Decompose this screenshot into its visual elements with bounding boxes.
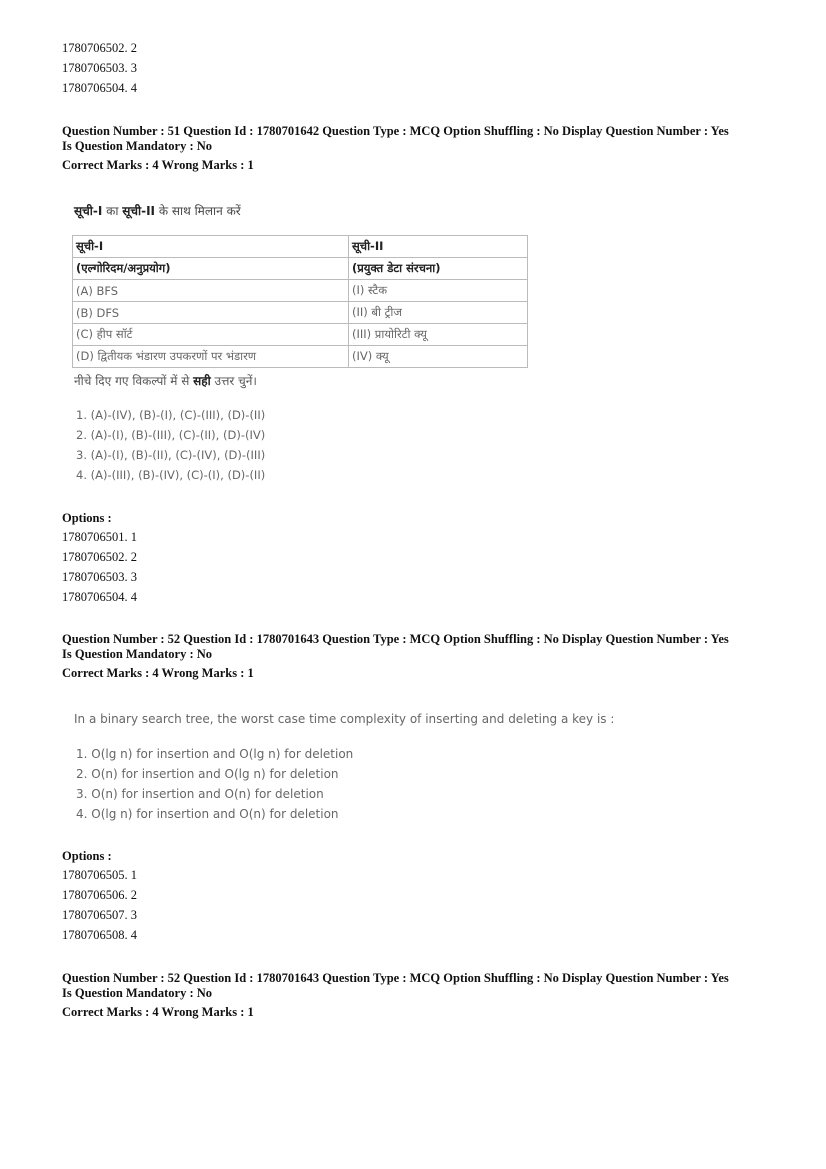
instruction-post: उत्तर चुनें।: [210, 374, 257, 388]
choice-list: [76, 744, 353, 824]
options-label: Options :: [62, 511, 112, 525]
choice-list: [76, 405, 265, 485]
option-line: 1780706507. 3: [62, 908, 137, 922]
choice-item: 3. (A)-(I), (B)-(II), (C)-(IV), (D)-(III): [76, 448, 266, 462]
table-cell: (A) BFS: [73, 280, 349, 302]
table-row: [73, 280, 528, 302]
match-table-wrap: [72, 235, 528, 368]
table-cell: (III) प्रायोरिटी क्यू: [349, 324, 528, 346]
option-line: 1780706504. 4: [62, 590, 137, 604]
question-mandatory: Is Question Mandatory : No: [62, 139, 213, 153]
option-line: 1780706501. 1: [62, 530, 137, 544]
instruction-text: [74, 372, 257, 389]
table-cell: (II) बी ट्रीज: [349, 302, 528, 324]
choice-item: 2. (A)-(I), (B)-(III), (C)-(II), (D)-(IV): [76, 428, 266, 442]
table-row: [73, 324, 528, 346]
table-cell: (B) DFS: [73, 302, 349, 324]
question-title: [74, 202, 241, 219]
instruction-bold: सही: [193, 374, 211, 388]
title-text: का: [102, 204, 123, 218]
choice-item: 1. (A)-(IV), (B)-(I), (C)-(III), (D)-(II): [76, 408, 266, 422]
table-row: [73, 346, 528, 368]
option-line: 1780706503. 3: [62, 570, 137, 584]
list1-label: सूची-I: [74, 204, 103, 218]
question-text: In a binary search tree, the worst case time complexity of inserting and deleting a key is :: [74, 712, 615, 726]
option-line: 1780706502. 2: [62, 550, 137, 564]
match-table: [72, 235, 528, 368]
question-header: Question Number : 51 Question Id : 1780701642 Question Type : MCQ Option Shuffling : No Display Question Number : Yes: [62, 124, 729, 138]
table-cell: (D) द्वितीयक भंडारण उपकरणों पर भंडारण: [73, 346, 349, 368]
question-header: Question Number : 52 Question Id : 1780701643 Question Type : MCQ Option Shuffling : No Display Question Number : Yes: [62, 632, 729, 646]
question-marks: Correct Marks : 4 Wrong Marks : 1: [62, 158, 254, 172]
question-header: Question Number : 52 Question Id : 1780701643 Question Type : MCQ Option Shuffling : No Display Question Number : Yes: [62, 971, 729, 985]
option-line: 1780706506. 2: [62, 888, 137, 902]
table-cell: सूची-I: [73, 236, 349, 258]
table-cell: सूची-II: [349, 236, 528, 258]
choice-item: 4. (A)-(III), (B)-(IV), (C)-(I), (D)-(II): [76, 468, 266, 482]
table-cell: (I) स्टैक: [349, 280, 528, 302]
list2-label: सूची-II: [122, 204, 156, 218]
question-image: [74, 712, 614, 726]
table-cell: (IV) क्यू: [349, 346, 528, 368]
option-line: 1780706508. 4: [62, 928, 137, 942]
question-marks: Correct Marks : 4 Wrong Marks : 1: [62, 1005, 254, 1019]
choice-item: 2. O(n) for insertion and O(lg n) for deletion: [76, 767, 339, 781]
table-cell: (C) हीप सॉर्ट: [73, 324, 349, 346]
choice-item: 1. O(lg n) for insertion and O(lg n) for deletion: [76, 747, 354, 761]
table-cell: (एल्गोरिदम/अनुप्रयोग): [73, 258, 349, 280]
instruction: [74, 372, 257, 389]
question-mandatory: Is Question Mandatory : No: [62, 986, 213, 1000]
table-row: [73, 302, 528, 324]
option-line: 1780706505. 1: [62, 868, 137, 882]
question-marks: Correct Marks : 4 Wrong Marks : 1: [62, 666, 254, 680]
question-image: [74, 202, 241, 219]
table-cell: (प्रयुक्त डेटा संरचना): [349, 258, 528, 280]
table-row: [73, 236, 528, 258]
choice-item: 3. O(n) for insertion and O(n) for deletion: [76, 787, 324, 801]
title-text: के साथ मिलान करें: [155, 204, 241, 218]
options-label: Options :: [62, 849, 112, 863]
question-mandatory: Is Question Mandatory : No: [62, 647, 213, 661]
table-row: [73, 258, 528, 280]
choice-item: 4. O(lg n) for insertion and O(n) for deletion: [76, 807, 339, 821]
option-line: 1780706504. 4: [62, 81, 137, 95]
option-line: 1780706503. 3: [62, 61, 137, 75]
instruction-pre: नीचे दिए गए विकल्पों में से: [74, 374, 194, 388]
option-line: 1780706502. 2: [62, 41, 137, 55]
